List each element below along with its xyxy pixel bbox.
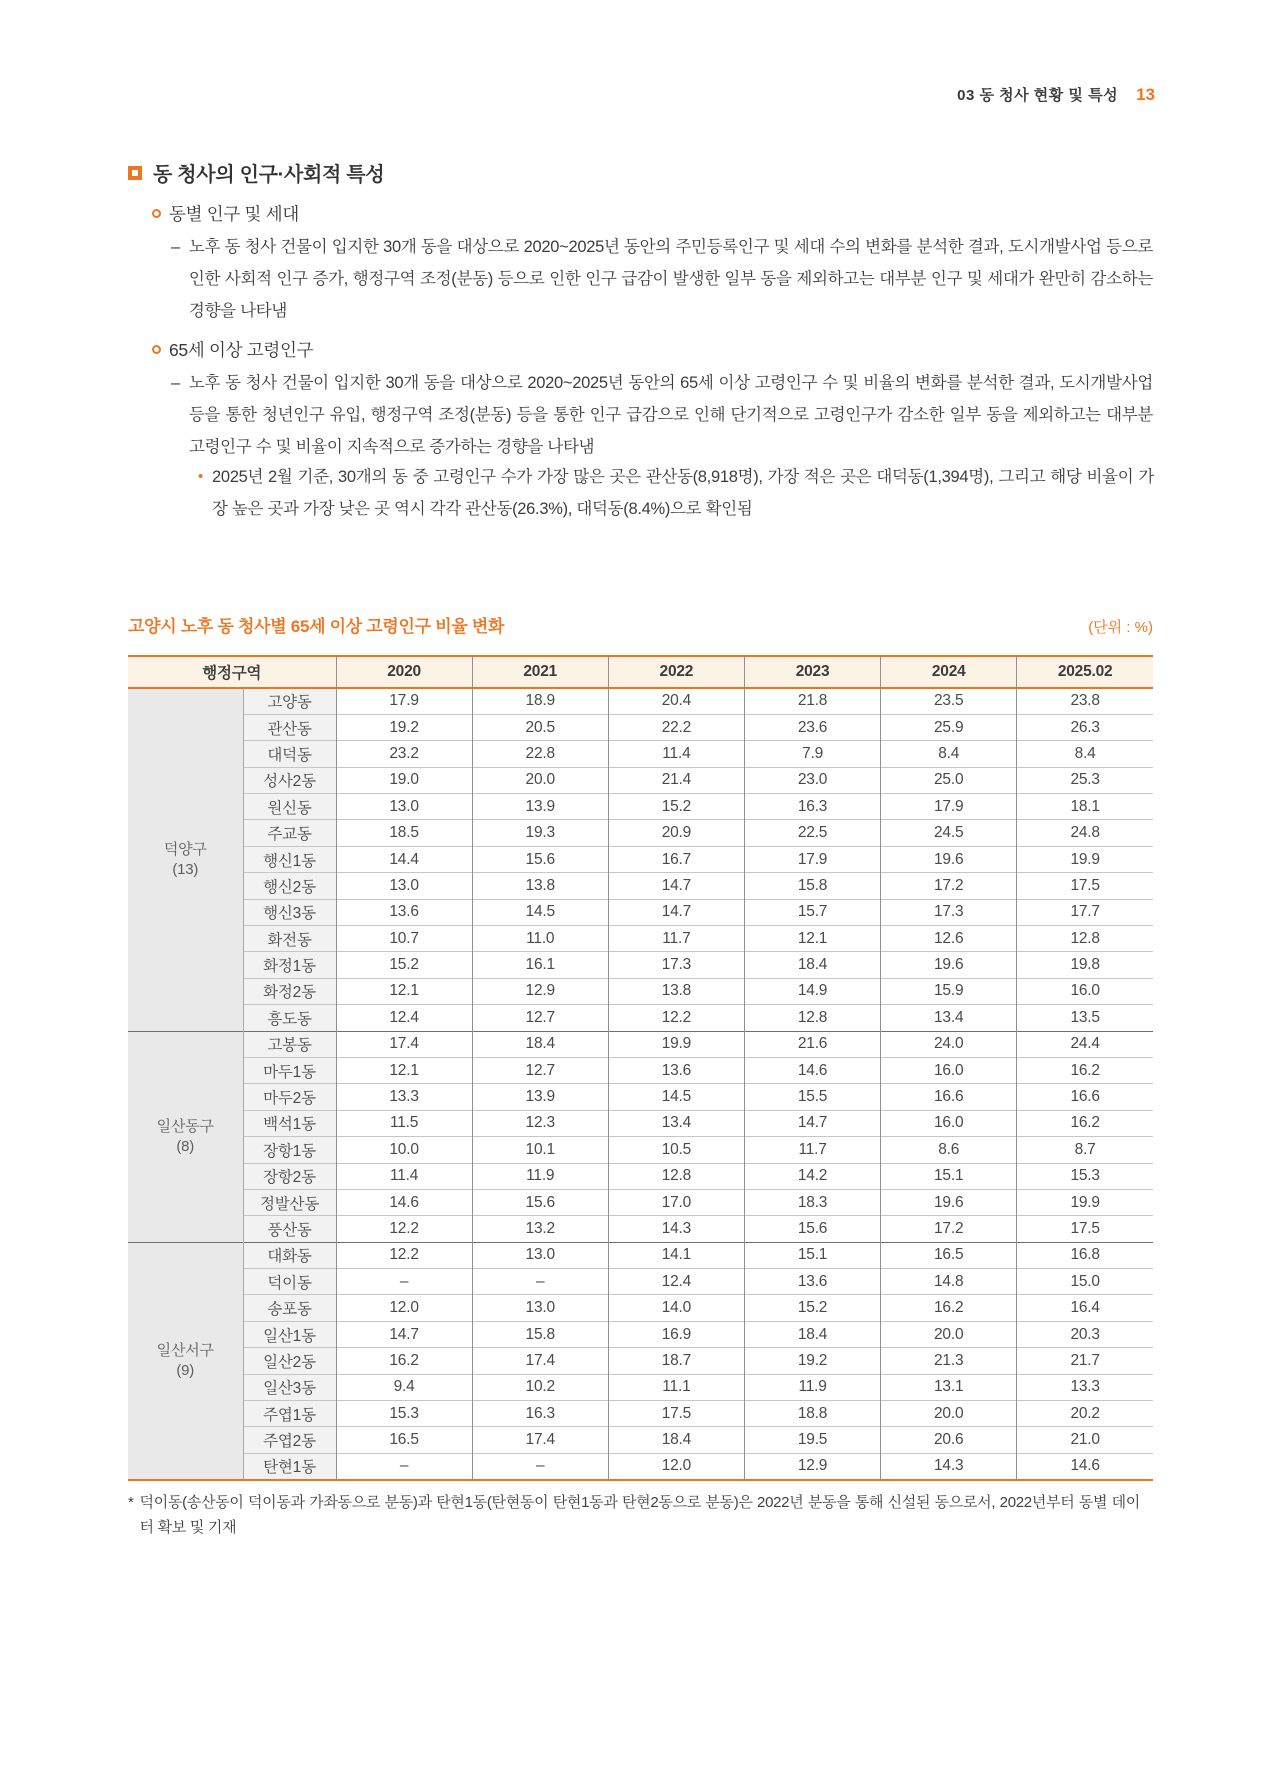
- table-row: [128, 741, 1153, 767]
- ratio-value-cell: 17.9: [881, 794, 1017, 820]
- ratio-value-cell: 18.7: [608, 1348, 744, 1374]
- ratio-value-cell: 19.9: [1017, 1189, 1153, 1215]
- ratio-value-cell: 16.1: [472, 952, 608, 978]
- table-row: [128, 1057, 1153, 1083]
- col-header-year: 2022: [608, 656, 744, 688]
- ratio-value-cell: 20.2: [1017, 1401, 1153, 1427]
- bullet-text: 2025년 2월 기준, 30개의 동 중 고령인구 수가 가장 많은 곳은 관산동(8,918명), 가장 적은 곳은 대덕동(1,394명), 그리고 해당 비율이 가장 높은 곳과 가장 낮은 곳 역시 각각 관산동(26.3%), 대덕동(8.4%)으로 확인됨: [211, 468, 1154, 518]
- ratio-value-cell: 16.6: [1017, 1084, 1153, 1110]
- ratio-value-cell: 13.6: [336, 899, 472, 925]
- ratio-value-cell: 14.0: [608, 1295, 744, 1321]
- ratio-value-cell: 12.8: [1017, 926, 1153, 952]
- ratio-value-cell: 14.4: [336, 846, 472, 872]
- ratio-value-cell: 12.2: [336, 1242, 472, 1268]
- ratio-value-cell: 15.8: [472, 1321, 608, 1347]
- ratio-value-cell: 15.3: [336, 1401, 472, 1427]
- ratio-value-cell: 17.9: [744, 846, 880, 872]
- col-header-year: 2023: [744, 656, 880, 688]
- ratio-value-cell: 19.9: [1017, 846, 1153, 872]
- dong-name-cell: 주엽1동: [243, 1401, 336, 1427]
- ratio-value-cell: 16.7: [608, 846, 744, 872]
- section-heading-row: [128, 158, 384, 187]
- ratio-value-cell: 10.7: [336, 926, 472, 952]
- ratio-value-cell: 21.3: [881, 1348, 1017, 1374]
- ratio-value-cell: 15.3: [1017, 1163, 1153, 1189]
- col-header-year: 2021: [472, 656, 608, 688]
- ratio-value-cell: 12.7: [472, 1005, 608, 1031]
- table-header-row: [128, 656, 1153, 688]
- elderly-ratio-table-wrap: [128, 655, 1153, 1481]
- ratio-value-cell: 26.3: [1017, 714, 1153, 740]
- ratio-value-cell: 16.6: [881, 1084, 1017, 1110]
- table-row: [128, 1242, 1153, 1268]
- ratio-value-cell: 17.4: [472, 1427, 608, 1453]
- ratio-value-cell: 23.5: [881, 688, 1017, 714]
- table-row: [128, 1163, 1153, 1189]
- ratio-value-cell: 17.3: [608, 952, 744, 978]
- col-header-year: 2024: [881, 656, 1017, 688]
- dong-name-cell: 마두2동: [243, 1084, 336, 1110]
- ratio-value-cell: 16.4: [1017, 1295, 1153, 1321]
- circle-bullet-icon: [152, 209, 161, 218]
- dong-name-cell: 행신1동: [243, 846, 336, 872]
- ratio-value-cell: 12.2: [336, 1216, 472, 1242]
- ratio-value-cell: 15.5: [744, 1084, 880, 1110]
- ratio-value-cell: 15.1: [881, 1163, 1017, 1189]
- ratio-value-cell: 19.5: [744, 1427, 880, 1453]
- table-row: [128, 926, 1153, 952]
- dong-name-cell: 화정2동: [243, 978, 336, 1004]
- ratio-value-cell: 13.6: [744, 1269, 880, 1295]
- ratio-value-cell: 16.9: [608, 1321, 744, 1347]
- ratio-value-cell: 12.9: [472, 978, 608, 1004]
- ratio-value-cell: 12.1: [744, 926, 880, 952]
- ratio-value-cell: 19.6: [881, 1189, 1017, 1215]
- col-header-year: 2020: [336, 656, 472, 688]
- ratio-value-cell: 17.2: [881, 873, 1017, 899]
- page-header: [957, 84, 1155, 105]
- dong-name-cell: 흥도동: [243, 1005, 336, 1031]
- dot-bullet-icon: •: [198, 468, 203, 485]
- ratio-value-cell: 15.9: [881, 978, 1017, 1004]
- ratio-value-cell: 15.6: [472, 1189, 608, 1215]
- ratio-value-cell: 13.8: [608, 978, 744, 1004]
- ratio-value-cell: 8.7: [1017, 1137, 1153, 1163]
- ratio-value-cell: 13.0: [336, 794, 472, 820]
- table-row: [128, 1005, 1153, 1031]
- ratio-value-cell: 16.5: [881, 1242, 1017, 1268]
- dong-name-cell: 풍산동: [243, 1216, 336, 1242]
- ratio-value-cell: 14.9: [744, 978, 880, 1004]
- ratio-value-cell: 13.3: [336, 1084, 472, 1110]
- subsection-title-elderly: [152, 337, 313, 362]
- ratio-value-cell: 13.9: [472, 1084, 608, 1110]
- chapter-title: 03 동 청사 현황 및 특성: [957, 87, 1119, 104]
- ratio-value-cell: 13.5: [1017, 1005, 1153, 1031]
- ratio-value-cell: 16.2: [881, 1295, 1017, 1321]
- table-row: [128, 767, 1153, 793]
- table-row: [128, 1110, 1153, 1136]
- ratio-value-cell: 8.4: [881, 741, 1017, 767]
- dong-name-cell: 성사2동: [243, 767, 336, 793]
- ratio-value-cell: 17.4: [336, 1031, 472, 1057]
- ratio-value-cell: 15.8: [744, 873, 880, 899]
- ratio-value-cell: 16.0: [881, 1057, 1017, 1083]
- ratio-value-cell: –: [472, 1269, 608, 1295]
- ratio-value-cell: 13.3: [1017, 1374, 1153, 1400]
- dong-name-cell: 정발산동: [243, 1189, 336, 1215]
- dong-name-cell: 덕이동: [243, 1269, 336, 1295]
- ratio-value-cell: 15.6: [744, 1216, 880, 1242]
- ratio-value-cell: 12.4: [608, 1269, 744, 1295]
- ratio-value-cell: 14.7: [608, 873, 744, 899]
- ratio-value-cell: 13.0: [336, 873, 472, 899]
- ratio-value-cell: 19.8: [1017, 952, 1153, 978]
- footnote-marker: *: [128, 1494, 134, 1511]
- ratio-value-cell: 14.7: [744, 1110, 880, 1136]
- table-title: 고양시 노후 동 청사별 65세 이상 고령인구 비율 변화: [128, 617, 505, 636]
- ratio-value-cell: 10.2: [472, 1374, 608, 1400]
- ratio-value-cell: 13.4: [608, 1110, 744, 1136]
- dong-name-cell: 주엽2동: [243, 1427, 336, 1453]
- ratio-value-cell: 23.8: [1017, 688, 1153, 714]
- ratio-value-cell: 23.2: [336, 741, 472, 767]
- ratio-value-cell: 17.9: [336, 688, 472, 714]
- ratio-value-cell: 23.0: [744, 767, 880, 793]
- ratio-value-cell: 13.8: [472, 873, 608, 899]
- ratio-value-cell: 13.0: [472, 1295, 608, 1321]
- section-heading: 동 청사의 인구·사회적 특성: [153, 164, 385, 186]
- table-row: [128, 1189, 1153, 1215]
- ratio-value-cell: 8.6: [881, 1137, 1017, 1163]
- table-row: [128, 820, 1153, 846]
- ratio-value-cell: 12.0: [336, 1295, 472, 1321]
- ratio-value-cell: 12.1: [336, 1057, 472, 1083]
- ratio-value-cell: 22.5: [744, 820, 880, 846]
- ratio-value-cell: 16.5: [336, 1427, 472, 1453]
- ratio-value-cell: 23.6: [744, 714, 880, 740]
- ratio-value-cell: 13.4: [881, 1005, 1017, 1031]
- ratio-value-cell: 14.2: [744, 1163, 880, 1189]
- dong-name-cell: 대덕동: [243, 741, 336, 767]
- ratio-value-cell: 15.7: [744, 899, 880, 925]
- ratio-value-cell: 15.2: [608, 794, 744, 820]
- ratio-value-cell: 25.9: [881, 714, 1017, 740]
- ratio-value-cell: 18.4: [608, 1427, 744, 1453]
- ratio-value-cell: 21.4: [608, 767, 744, 793]
- dong-name-cell: 송포동: [243, 1295, 336, 1321]
- elderly-ratio-table: [128, 655, 1153, 1481]
- ratio-value-cell: 14.7: [336, 1321, 472, 1347]
- ratio-value-cell: 13.0: [472, 1242, 608, 1268]
- table-row: [128, 978, 1153, 1004]
- ratio-value-cell: 17.0: [608, 1189, 744, 1215]
- ratio-value-cell: 13.9: [472, 794, 608, 820]
- dong-name-cell: 탄현1동: [243, 1453, 336, 1479]
- ratio-value-cell: 20.3: [1017, 1321, 1153, 1347]
- table-row: [128, 1348, 1153, 1374]
- ratio-value-cell: 12.3: [472, 1110, 608, 1136]
- ratio-value-cell: 24.0: [881, 1031, 1017, 1057]
- ratio-value-cell: 16.3: [744, 794, 880, 820]
- table-row: [128, 1216, 1153, 1242]
- dong-name-cell: 주교동: [243, 820, 336, 846]
- ratio-value-cell: 17.7: [1017, 899, 1153, 925]
- ratio-value-cell: 19.2: [336, 714, 472, 740]
- ratio-value-cell: 14.7: [608, 899, 744, 925]
- ratio-value-cell: 21.6: [744, 1031, 880, 1057]
- ratio-value-cell: 10.1: [472, 1137, 608, 1163]
- ratio-value-cell: 12.6: [881, 926, 1017, 952]
- ratio-value-cell: 17.3: [881, 899, 1017, 925]
- dong-name-cell: 일산3동: [243, 1374, 336, 1400]
- ratio-value-cell: 11.0: [472, 926, 608, 952]
- ratio-value-cell: –: [472, 1453, 608, 1479]
- dong-name-cell: 화전동: [243, 926, 336, 952]
- ratio-value-cell: 18.4: [472, 1031, 608, 1057]
- table-row: [128, 846, 1153, 872]
- ratio-value-cell: 17.2: [881, 1216, 1017, 1242]
- ratio-value-cell: 25.3: [1017, 767, 1153, 793]
- ratio-value-cell: 17.5: [1017, 873, 1153, 899]
- ratio-value-cell: 14.6: [1017, 1453, 1153, 1479]
- ratio-value-cell: 17.5: [608, 1401, 744, 1427]
- ratio-value-cell: 20.5: [472, 714, 608, 740]
- ratio-value-cell: 14.6: [336, 1189, 472, 1215]
- ratio-value-cell: 12.0: [608, 1453, 744, 1479]
- ratio-value-cell: 20.0: [472, 767, 608, 793]
- ratio-value-cell: 9.4: [336, 1374, 472, 1400]
- paragraph-text: 노후 동 청사 건물이 입지한 30개 동을 대상으로 2020~2025년 동안의 주민등록인구 및 세대 수의 변화를 분석한 결과, 도시개발사업 등으로 인한 사회적 인구 증가, 행정구역 조정(분동) 등으로 인한 인구 급감이 발생한 일부 동을 제외하고는 대부분 인구 및 세대가 완만히 감소하는 경향을 나타냄: [188, 238, 1153, 320]
- ratio-value-cell: 15.6: [472, 846, 608, 872]
- dong-name-cell: 화정1동: [243, 952, 336, 978]
- dong-name-cell: 백석1동: [243, 1110, 336, 1136]
- bullet-elderly-detail: [198, 461, 1154, 525]
- ratio-value-cell: 19.0: [336, 767, 472, 793]
- table-row: [128, 1374, 1153, 1400]
- ratio-value-cell: 14.5: [472, 899, 608, 925]
- ratio-value-cell: 16.8: [1017, 1242, 1153, 1268]
- ratio-value-cell: 21.8: [744, 688, 880, 714]
- ratio-value-cell: 21.0: [1017, 1427, 1153, 1453]
- ratio-value-cell: 11.4: [336, 1163, 472, 1189]
- ratio-value-cell: 24.4: [1017, 1031, 1153, 1057]
- table-row: [128, 1453, 1153, 1479]
- ratio-value-cell: 19.6: [881, 846, 1017, 872]
- ratio-value-cell: 11.9: [472, 1163, 608, 1189]
- paragraph-population: [171, 231, 1153, 327]
- ratio-value-cell: 12.2: [608, 1005, 744, 1031]
- ratio-value-cell: 18.4: [744, 1321, 880, 1347]
- ratio-value-cell: 12.8: [744, 1005, 880, 1031]
- ratio-value-cell: 16.3: [472, 1401, 608, 1427]
- ratio-value-cell: 13.2: [472, 1216, 608, 1242]
- dong-name-cell: 행신3동: [243, 899, 336, 925]
- col-header-year: 2025.02: [1017, 656, 1153, 688]
- dong-name-cell: 고양동: [243, 688, 336, 714]
- ratio-value-cell: 12.1: [336, 978, 472, 1004]
- table-row: [128, 1269, 1153, 1295]
- ratio-value-cell: 19.9: [608, 1031, 744, 1057]
- ratio-value-cell: 24.5: [881, 820, 1017, 846]
- ratio-value-cell: 20.4: [608, 688, 744, 714]
- ratio-value-cell: 15.1: [744, 1242, 880, 1268]
- table-title-row: [128, 612, 1153, 637]
- ratio-value-cell: 12.4: [336, 1005, 472, 1031]
- ratio-value-cell: 16.0: [881, 1110, 1017, 1136]
- table-row: [128, 794, 1153, 820]
- ratio-value-cell: 14.6: [744, 1057, 880, 1083]
- ratio-value-cell: 18.5: [336, 820, 472, 846]
- ratio-value-cell: 20.0: [881, 1401, 1017, 1427]
- table-row: [128, 952, 1153, 978]
- ratio-value-cell: 15.2: [744, 1295, 880, 1321]
- ratio-value-cell: 22.2: [608, 714, 744, 740]
- ratio-value-cell: 22.8: [472, 741, 608, 767]
- table-footnote: [128, 1490, 1140, 1540]
- footnote-text: 덕이동(송산동이 덕이동과 가좌동으로 분동)과 탄현1동(탄현동이 탄현1동과 탄현2동으로 분동)은 2022년 분동을 통해 신설된 동으로서, 2022년부터 동별 데이터 확보 및 기재: [139, 1494, 1140, 1536]
- table-row: [128, 1031, 1153, 1057]
- ratio-value-cell: 18.8: [744, 1401, 880, 1427]
- ratio-value-cell: 20.6: [881, 1427, 1017, 1453]
- district-group-cell: 일산서구 (9): [128, 1242, 243, 1480]
- dong-name-cell: 마두1동: [243, 1057, 336, 1083]
- ratio-value-cell: 16.2: [1017, 1110, 1153, 1136]
- ratio-value-cell: 19.3: [472, 820, 608, 846]
- subsection-title-text: 동별 인구 및 세대: [169, 204, 299, 224]
- ratio-value-cell: 24.8: [1017, 820, 1153, 846]
- ratio-value-cell: 16.0: [1017, 978, 1153, 1004]
- ratio-value-cell: 11.7: [744, 1137, 880, 1163]
- table-row: [128, 899, 1153, 925]
- table-unit-label: (단위 : %): [1088, 619, 1153, 636]
- ratio-value-cell: 7.9: [744, 741, 880, 767]
- district-group-cell: 덕양구 (13): [128, 688, 243, 1031]
- table-row: [128, 873, 1153, 899]
- ratio-value-cell: 13.6: [608, 1057, 744, 1083]
- ratio-value-cell: 17.5: [1017, 1216, 1153, 1242]
- ratio-value-cell: 11.4: [608, 741, 744, 767]
- ratio-value-cell: 14.5: [608, 1084, 744, 1110]
- ratio-value-cell: 15.2: [336, 952, 472, 978]
- ratio-value-cell: 12.7: [472, 1057, 608, 1083]
- ratio-value-cell: 25.0: [881, 767, 1017, 793]
- ratio-value-cell: –: [336, 1269, 472, 1295]
- dash-marker: –: [171, 238, 180, 256]
- page-number: 13: [1136, 85, 1155, 104]
- dong-name-cell: 관산동: [243, 714, 336, 740]
- ratio-value-cell: 11.5: [336, 1110, 472, 1136]
- dong-name-cell: 고봉동: [243, 1031, 336, 1057]
- ratio-value-cell: 13.1: [881, 1374, 1017, 1400]
- ratio-value-cell: 14.8: [881, 1269, 1017, 1295]
- ratio-value-cell: 11.9: [744, 1374, 880, 1400]
- ratio-value-cell: 19.2: [744, 1348, 880, 1374]
- ratio-value-cell: 18.3: [744, 1189, 880, 1215]
- ratio-value-cell: 14.1: [608, 1242, 744, 1268]
- dash-marker: –: [171, 374, 180, 392]
- table-row: [128, 1137, 1153, 1163]
- ratio-value-cell: 20.0: [881, 1321, 1017, 1347]
- ratio-value-cell: 12.8: [608, 1163, 744, 1189]
- dong-name-cell: 일산2동: [243, 1348, 336, 1374]
- table-row: [128, 1427, 1153, 1453]
- dong-name-cell: 대화동: [243, 1242, 336, 1268]
- table-row: [128, 1295, 1153, 1321]
- table-row: [128, 714, 1153, 740]
- ratio-value-cell: 14.3: [881, 1453, 1017, 1479]
- ratio-value-cell: 21.7: [1017, 1348, 1153, 1374]
- col-header-district: 행정구역: [128, 656, 336, 688]
- ratio-value-cell: 12.9: [744, 1453, 880, 1479]
- subsection-title-text: 65세 이상 고령인구: [169, 340, 314, 360]
- table-row: [128, 688, 1153, 714]
- table-row: [128, 1401, 1153, 1427]
- subsection-title-population: [152, 201, 299, 226]
- ratio-value-cell: –: [336, 1453, 472, 1479]
- dong-name-cell: 장항1동: [243, 1137, 336, 1163]
- ratio-value-cell: 18.1: [1017, 794, 1153, 820]
- dong-name-cell: 원신동: [243, 794, 336, 820]
- ratio-value-cell: 19.6: [881, 952, 1017, 978]
- dong-name-cell: 장항2동: [243, 1163, 336, 1189]
- ratio-value-cell: 18.9: [472, 688, 608, 714]
- ratio-value-cell: 17.4: [472, 1348, 608, 1374]
- table-row: [128, 1084, 1153, 1110]
- circle-bullet-icon: [152, 345, 161, 354]
- paragraph-text: 노후 동 청사 건물이 입지한 30개 동을 대상으로 2020~2025년 동안의 65세 이상 고령인구 수 및 비율의 변화를 분석한 결과, 도시개발사업 등을 통한 청년인구 유입, 행정구역 조정(분동) 등을 통한 인구 급감으로 인해 단기적으로 고령인구가 감소한 일부 동을 제외하고는 대부분 고령인구 수 및 비율이 지속적으로 증가하는 경향을 나타냄: [188, 374, 1153, 456]
- ratio-value-cell: 10.0: [336, 1137, 472, 1163]
- ratio-value-cell: 10.5: [608, 1137, 744, 1163]
- ratio-value-cell: 15.0: [1017, 1269, 1153, 1295]
- ratio-value-cell: 11.1: [608, 1374, 744, 1400]
- ratio-value-cell: 8.4: [1017, 741, 1153, 767]
- ratio-value-cell: 14.3: [608, 1216, 744, 1242]
- paragraph-elderly: [171, 367, 1153, 463]
- district-group-cell: 일산동구 (8): [128, 1031, 243, 1242]
- ratio-value-cell: 20.9: [608, 820, 744, 846]
- ratio-value-cell: 11.7: [608, 926, 744, 952]
- ratio-value-cell: 16.2: [1017, 1057, 1153, 1083]
- dong-name-cell: 일산1동: [243, 1321, 336, 1347]
- table-row: [128, 1321, 1153, 1347]
- table-header: [128, 656, 1153, 688]
- ratio-value-cell: 16.2: [336, 1348, 472, 1374]
- square-bullet-icon: [128, 166, 142, 180]
- ratio-value-cell: 18.4: [744, 952, 880, 978]
- dong-name-cell: 행신2동: [243, 873, 336, 899]
